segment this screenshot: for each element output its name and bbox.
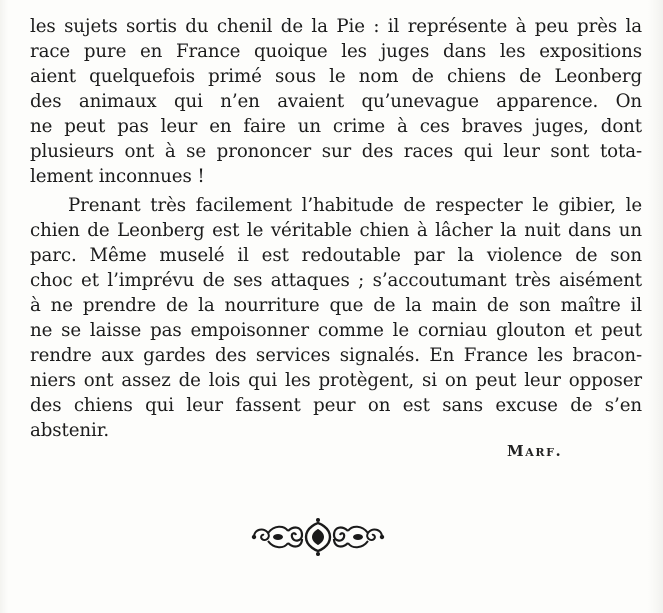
text-line: Prenant très facilement l’habitude de respecter le gibier, le: [68, 195, 642, 216]
text-line: rendre aux gardes des services signalés. En France les bracon-: [30, 345, 642, 366]
text-line: des animaux qui n’en avaient qu’unevague apparence. On: [30, 91, 642, 112]
text-line: les sujets sortis du chenil de la Pie : il représente à peu près la: [30, 16, 642, 37]
text-line: race pure en France quoique les juges dans les expositions: [30, 41, 642, 62]
text-line: ne se laisse pas empoisonner comme le corniau glouton et peut: [30, 320, 642, 341]
text-line: niers ont assez de lois qui les protègent, si on peut leur opposer: [30, 370, 642, 391]
text-line: abstenir.: [30, 420, 109, 441]
text-line: lement inconnues !: [30, 166, 205, 187]
paragraph-1: [30, 14, 642, 189]
show-through-bleed: [40, 596, 640, 613]
author-signature: Marf.: [507, 442, 563, 460]
text-line: chien de Leonberg est le véritable chien à lâcher la nuit dans un: [30, 220, 642, 241]
article-text: [30, 14, 642, 443]
text-line: choc et l’imprévu de ses attaques ; s’accoutumant très aisément: [30, 270, 642, 291]
text-line: à ne prendre de la nourriture que de la main de son maître il: [30, 295, 642, 316]
text-line: plusieurs ont à se prononcer sur des races qui leur sont tota-: [30, 141, 642, 162]
text-line: des chiens qui leur fassent peur on est sans excuse de s’en: [30, 395, 642, 416]
text-line: ne peut pas leur en faire un crime à ces braves juges, dont: [30, 116, 642, 137]
text-line: aient quelquefois primé sous le nom de chiens de Leonberg: [30, 66, 642, 87]
paragraph-2: [30, 193, 642, 443]
floral-vignette-icon: [248, 515, 388, 559]
text-line: parc. Même muselé il est redoutable par la violence de son: [30, 245, 642, 266]
